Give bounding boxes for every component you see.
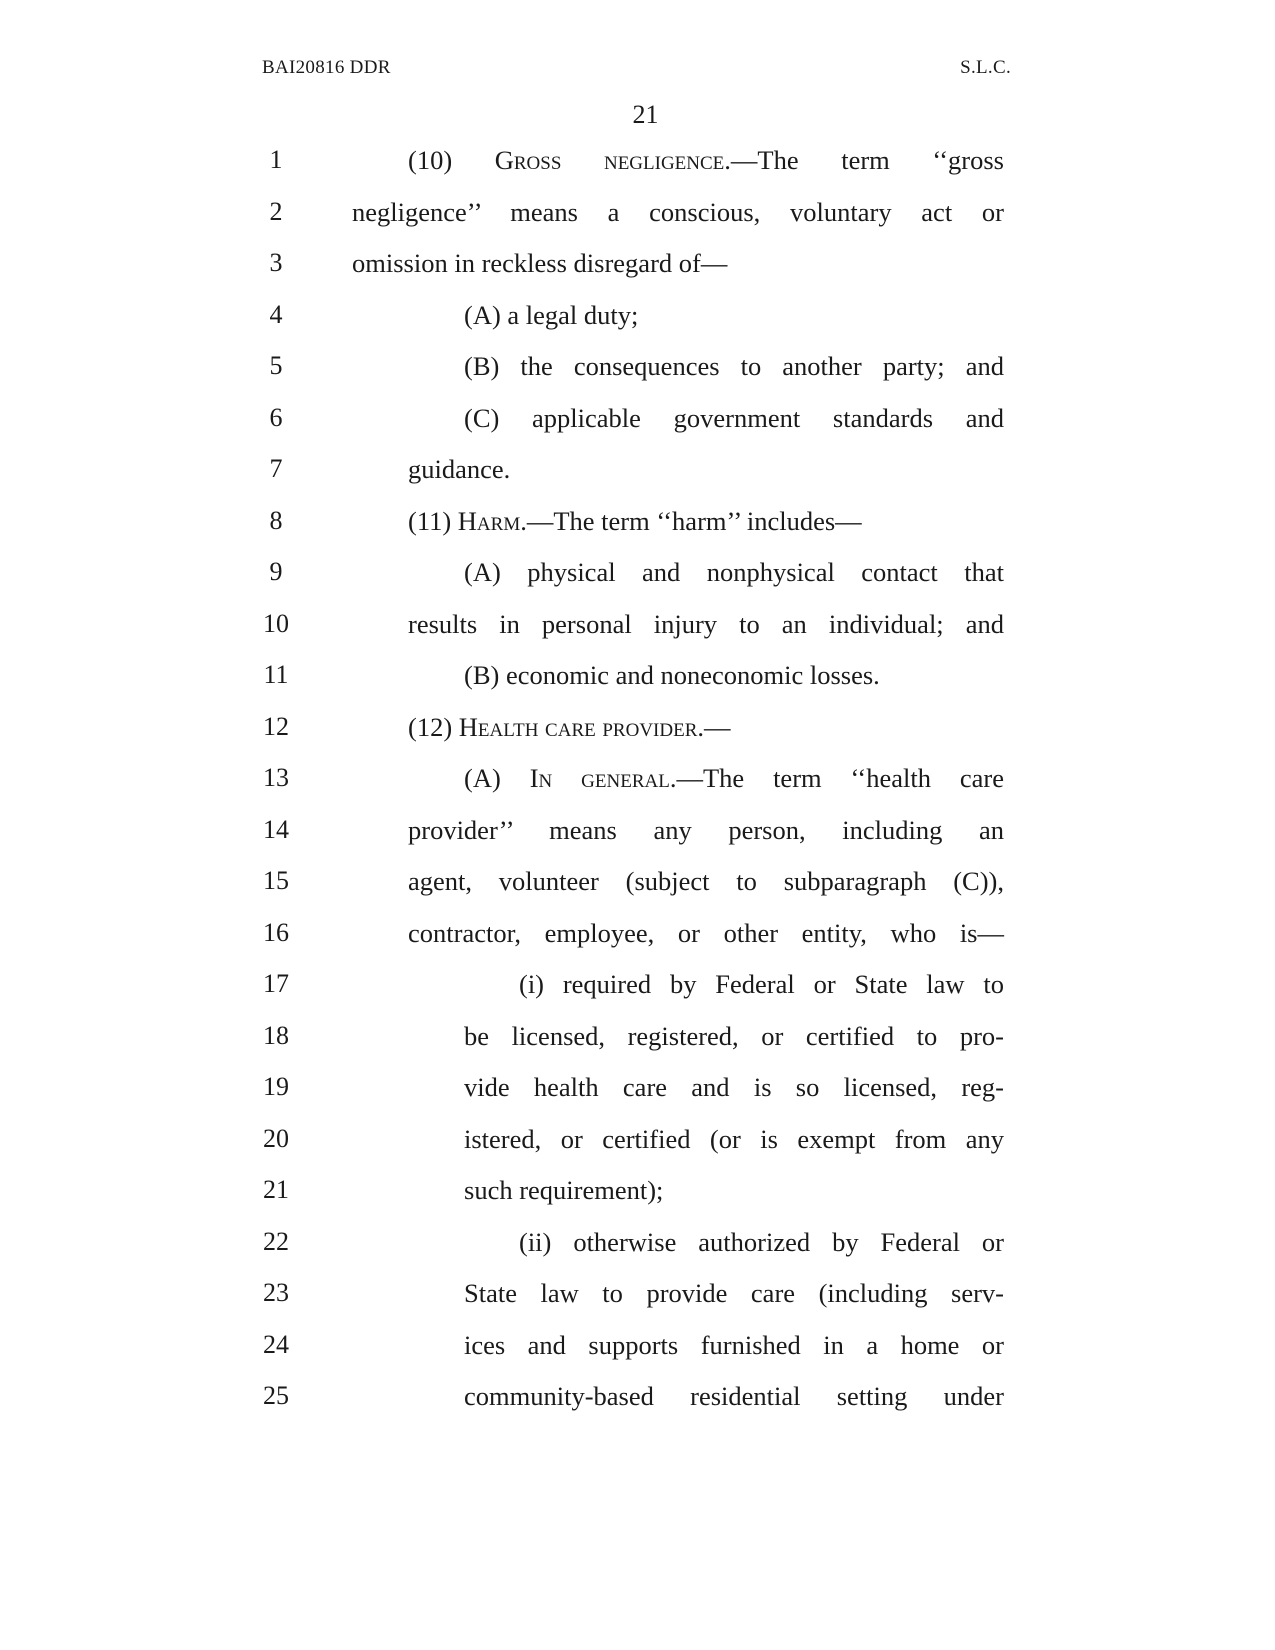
line-number: 9 [269,557,283,586]
line-content: .— [697,711,731,742]
line-number: 25 [263,1381,289,1410]
text-line [0,552,1275,592]
page-number: 21 [632,100,659,129]
text-line [0,707,1275,747]
text-line [0,655,1275,695]
section-heading: Harm [457,505,521,536]
line-number: 13 [263,763,289,792]
line-text: contractor, employee, or other entity, who is— [408,917,1004,948]
line-text: guidance. [408,454,511,484]
line-text: provider’’ means any person, including an [408,814,1004,845]
line-number: 16 [263,917,289,947]
text-line [0,295,1275,335]
line-text: vide health care and is so licensed, reg- [464,1072,1004,1102]
line-text: (i) required by Federal or State law to [519,969,1004,999]
text-line [0,861,1275,901]
line-number: 14 [263,814,289,844]
line-text: (C) applicable government standards and [464,402,1004,433]
line-text: (B) economic and noneconomic losses. [464,660,880,690]
text-line [0,1119,1275,1159]
line-content: .—The term ‘‘harm’’ includes— [520,505,862,536]
text-line [0,1170,1275,1210]
paragraph-number: (A) [464,763,530,793]
line-number: 7 [269,454,283,483]
text-line [0,913,1275,953]
line-text [408,707,1004,747]
line-number: 1 [269,145,283,174]
line-number: 23 [263,1278,289,1307]
document-code: S.L.C. [960,57,1011,78]
line-number: 22 [263,1226,289,1256]
line-text: community-based residential setting under [464,1381,1004,1411]
text-line [0,758,1275,798]
document-id: BAI20816 DDR [262,57,391,78]
line-text [408,501,1004,541]
line-text [408,140,1004,180]
line-text: (A) a legal duty; [464,299,639,330]
text-line [0,604,1275,644]
text-line [0,140,1275,180]
line-number: 4 [269,299,283,329]
line-number: 20 [263,1123,289,1153]
text-line [0,398,1275,438]
line-number: 11 [263,660,289,689]
line-number: 2 [269,196,283,226]
text-line [0,964,1275,1004]
line-text: (ii) otherwise authorized by Federal or [519,1226,1004,1257]
text-line [0,243,1275,283]
paragraph-number: (10) [408,145,495,175]
line-content: .—The term ‘‘gross [724,145,1004,175]
text-line [0,810,1275,850]
text-line [0,1273,1275,1313]
line-text: State law to provide care (including serv- [464,1278,1004,1308]
line-text: be licensed, registered, or certified to pro- [464,1020,1004,1051]
text-line [0,1376,1275,1416]
line-number: 8 [269,505,283,535]
line-number: 17 [263,969,289,998]
line-number: 3 [269,248,283,277]
line-text: istered, or certified (or is exempt from any [464,1123,1004,1154]
text-line [0,1016,1275,1056]
line-text: negligence’’ means a conscious, voluntary act or [352,196,1004,227]
line-number: 15 [263,866,289,895]
line-number: 19 [263,1072,289,1101]
text-line [0,346,1275,386]
line-number: 18 [263,1020,289,1050]
line-number: 10 [263,608,289,638]
line-number: 12 [263,711,289,741]
line-number: 5 [269,351,283,380]
line-number: 6 [269,402,283,432]
line-content: .—The term ‘‘health care [669,763,1004,793]
line-number: 21 [263,1175,289,1204]
line-text: (B) the consequences to another party; and [464,351,1004,381]
section-heading: Gross negligence [494,145,725,175]
line-text: omission in reckless disregard of— [352,248,728,278]
line-text: (A) physical and nonphysical contact that [464,557,1004,587]
text-line [0,192,1275,232]
paragraph-number: (12) [408,711,459,742]
text-line [0,1222,1275,1262]
line-number: 24 [263,1329,289,1359]
line-text [464,758,1004,798]
line-text: ices and supports furnished in a home or [464,1329,1004,1360]
line-text: results in personal injury to an individual; and [408,608,1004,639]
text-line [0,1067,1275,1107]
text-line [0,1325,1275,1365]
line-text: agent, volunteer (subject to subparagraph (C)), [408,866,1004,896]
text-line [0,501,1275,541]
text-line [0,449,1275,489]
line-text: such requirement); [464,1175,664,1205]
section-heading: In general [529,763,670,793]
paragraph-number: (11) [408,505,458,536]
section-heading: Health care provider [458,711,698,742]
